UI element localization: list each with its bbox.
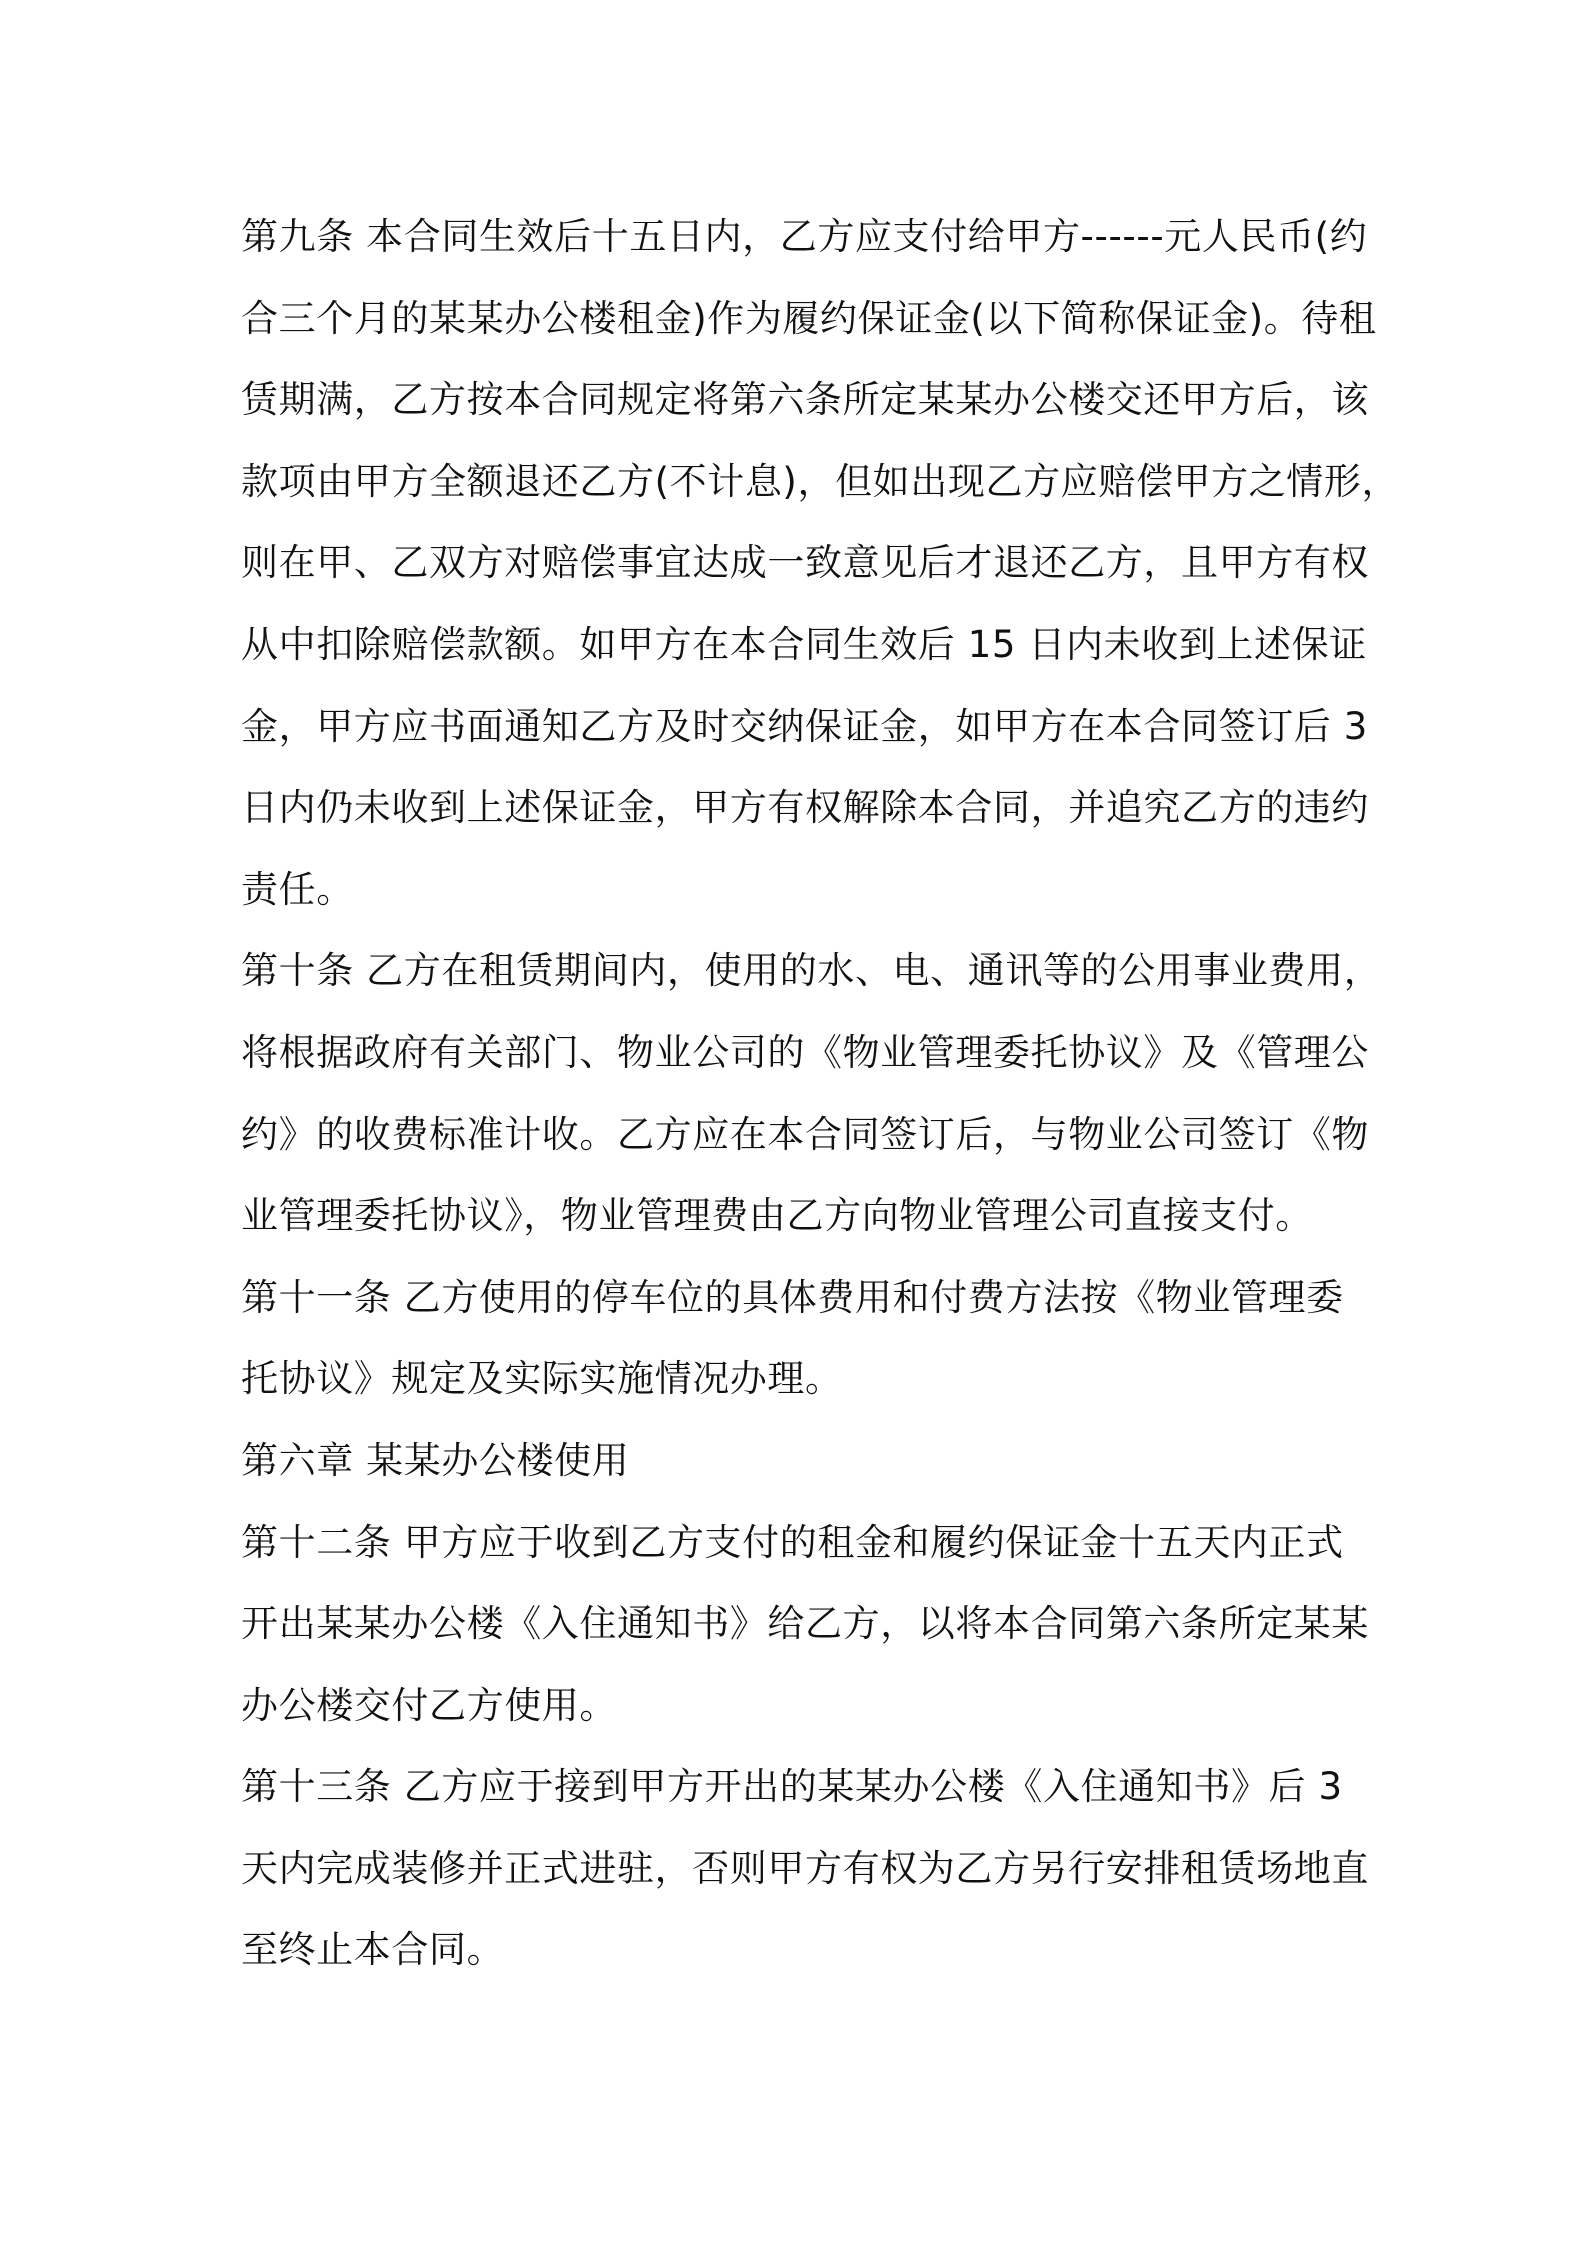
text-line: 至终止本合同。 — [241, 1928, 505, 1972]
text-line: 第十二条 甲方应于收到乙方支付的租金和履约保证金十五天内正式 — [241, 1520, 1344, 1564]
text-line: 款项由甲方全额退还乙方(不计息)，但如出现乙方应赔偿甲方之情形， — [241, 459, 1400, 503]
text-line: 第十条 乙方在租赁期间内，使用的水、电、通讯等的公用事业费用， — [241, 949, 1382, 993]
text-line: 将根据政府有关部门、物业公司的《物业管理委托协议》及《管理公 — [241, 1030, 1369, 1074]
text-line: 办公楼交付乙方使用。 — [241, 1683, 617, 1727]
text-line: 第十三条 乙方应于接到甲方开出的某某办公楼《入住通知书》后 3 — [241, 1765, 1343, 1809]
document-body — [241, 196, 1400, 1991]
text-line: 第九条 本合同生效后十五日内，乙方应支付给甲方------元人民币(约 — [241, 215, 1368, 258]
text-line: 约》的收费标准计收。乙方应在本合同签订后，与物业公司签订《物 — [241, 1112, 1369, 1156]
text-line: 赁期满，乙方按本合同规定将第六条所定某某办公楼交还甲方后，该 — [241, 378, 1369, 422]
text-line: 天内完成装修并正式进驻，否则甲方有权为乙方另行安排租赁场地直 — [241, 1846, 1369, 1890]
text-line: 托协议》规定及实际实施情况办理。 — [241, 1357, 843, 1401]
text-line: 业管理委托协议》，物业管理费由乙方向物业管理公司直接支付。 — [241, 1194, 1313, 1238]
text-line: 金，甲方应书面通知乙方及时交纳保证金，如甲方在本合同签订后 3 — [241, 704, 1368, 748]
text-line: 则在甲、乙双方对赔偿事宜达成一致意见后才退还乙方，且甲方有权 — [241, 541, 1369, 585]
chapter-heading: 第六章 某某办公楼使用 — [241, 1438, 630, 1482]
text-line: 合三个月的某某办公楼租金)作为履约保证金(以下简称保证金)。待租 — [241, 296, 1377, 340]
text-line: 责任。 — [241, 867, 354, 911]
text-line: 第十一条 乙方使用的停车位的具体费用和付费方法按《物业管理委 — [241, 1275, 1344, 1319]
text-line: 开出某某办公楼《入住通知书》给乙方，以将本合同第六条所定某某 — [241, 1602, 1369, 1646]
text-line: 日内仍未收到上述保证金，甲方有权解除本合同，并追究乙方的违约 — [241, 786, 1369, 830]
text-line: 从中扣除赔偿款额。如甲方在本合同生效后 15 日内未收到上述保证 — [241, 622, 1367, 666]
